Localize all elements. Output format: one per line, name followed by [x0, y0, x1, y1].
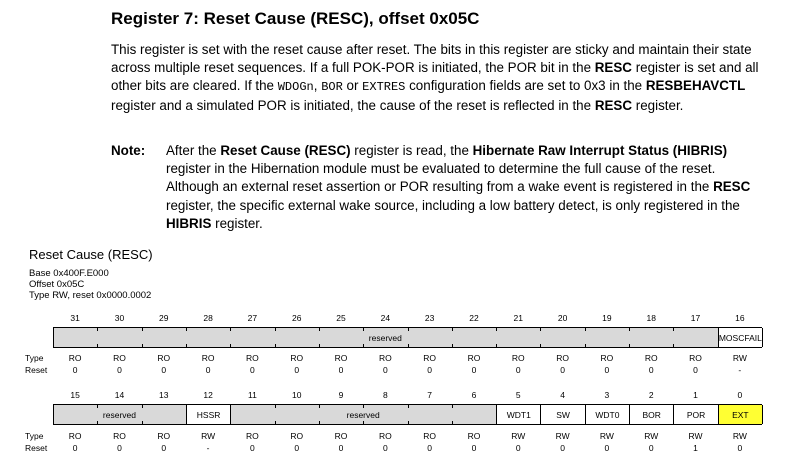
reset-value: 0 [515, 443, 521, 453]
register-field-bor: BOR [629, 405, 674, 424]
register-field-ext: EXT [718, 405, 763, 424]
type-value: RO [467, 431, 481, 441]
register-field-hssr: HSSR [186, 405, 231, 424]
type-value: RO [334, 431, 348, 441]
bit-number: 22 [469, 313, 479, 323]
bit-number: 17 [690, 313, 701, 323]
type-value: RW [732, 353, 747, 363]
register-type-reset: Type RW, reset 0x0000.0002 [29, 290, 152, 301]
reset-value: 0 [205, 365, 211, 375]
reset-value: 0 [72, 443, 78, 453]
type-value: RO [644, 353, 658, 363]
bit-number: 10 [291, 390, 302, 400]
type-value: RO [423, 431, 437, 441]
reset-value: 0 [382, 443, 388, 453]
type-value: RO [600, 353, 614, 363]
type-value: RO [68, 431, 82, 441]
register-base: Base 0x400F.E000 [29, 268, 109, 279]
bit-number: 19 [602, 313, 612, 323]
type-value: RO [290, 431, 304, 441]
register-row-upper [53, 327, 762, 348]
reset-value: 0 [471, 365, 477, 375]
type-value: RW [201, 431, 216, 441]
reset-value: 0 [604, 365, 610, 375]
reset-value: 0 [648, 365, 654, 375]
bit-number: 5 [515, 390, 521, 400]
note-text: After the Reset Cause (RESC) register is read, the Hibernate Raw Interrupt Status (HIBRIS) register in the Hibernation module must be evaluated to determine the full cause of the reset. Although an external reset assertion or POR resulting from a wake event is registered in the RESC register, the specific external wake source, including a low battery detect, is only registered in the HIBRIS register. [166, 143, 751, 231]
type-value: RO [246, 353, 259, 363]
register-field-reserved: reserved [346, 409, 380, 420]
register-row-lower [53, 404, 762, 425]
reset-value: 0 [117, 365, 122, 375]
type-value: RW [511, 431, 526, 441]
reset-value: 0 [338, 443, 344, 453]
type-value: RO [334, 353, 348, 363]
type-row-label: Type [25, 353, 44, 363]
bit-number: 21 [513, 313, 524, 323]
bit-number: 26 [291, 313, 302, 323]
type-value: RO [201, 353, 215, 363]
reset-value: 0 [72, 365, 78, 375]
reset-value: 0 [648, 443, 654, 453]
type-value: RO [511, 353, 525, 363]
reset-value: 0 [161, 365, 167, 375]
reset-value: 0 [294, 443, 300, 453]
type-value: RW [732, 431, 747, 441]
reset-value: 0 [427, 443, 433, 453]
bit-number: 30 [114, 313, 125, 323]
reset-value: 0 [382, 365, 388, 375]
bit-number: 2 [648, 390, 654, 400]
reset-value: 0 [427, 365, 433, 375]
bit-number: 28 [203, 313, 213, 323]
bit-number: 9 [338, 390, 344, 400]
reset-value: 0 [161, 443, 167, 453]
bit-number: 7 [427, 390, 433, 400]
type-value: RO [157, 353, 171, 363]
type-row-label: Type [25, 431, 44, 441]
bit-number: 16 [735, 313, 745, 323]
register-field-moscfail: MOSCFAIL [718, 328, 763, 347]
type-value: RO [246, 431, 259, 441]
register-field-por: POR [673, 405, 718, 424]
page-title: Register 7: Reset Cause (RESC), offset 0x05C [111, 9, 480, 28]
reset-value: 0 [471, 443, 477, 453]
bit-number: 4 [560, 390, 565, 400]
reset-value: 0 [250, 365, 255, 375]
bit-number: 8 [382, 390, 388, 400]
register-field-wdt1: WDT1 [496, 405, 541, 424]
reset-value: 0 [117, 443, 122, 453]
register-field-reserved: reserved [102, 409, 136, 420]
bit-number: 23 [424, 313, 435, 323]
bit-number: 31 [70, 313, 80, 323]
reset-value: - [738, 365, 742, 375]
reset-row-label: Reset [25, 443, 48, 453]
bit-number: 1 [693, 390, 698, 400]
type-value: RW [599, 431, 614, 441]
reset-value: 0 [560, 365, 565, 375]
bit-number: 25 [336, 313, 346, 323]
type-value: RO [467, 353, 481, 363]
reset-value: 0 [604, 443, 610, 453]
register-field-wdt0: WDT0 [585, 405, 630, 424]
type-value: RW [555, 431, 570, 441]
bit-number: 6 [471, 390, 477, 400]
bit-number: 24 [380, 313, 391, 323]
reset-value: 0 [693, 365, 698, 375]
bit-number: 3 [604, 390, 610, 400]
reset-value: 0 [338, 365, 344, 375]
bit-number: 0 [737, 390, 743, 400]
bit-number: 12 [203, 390, 213, 400]
register-field-reserved: reserved [368, 332, 402, 343]
type-value: RW [688, 431, 703, 441]
reset-value: 1 [693, 443, 698, 453]
type-value: RO [689, 353, 702, 363]
reset-row-label: Reset [25, 365, 48, 375]
reset-value: 0 [560, 443, 565, 453]
type-value: RO [68, 353, 82, 363]
reset-value: 0 [250, 443, 255, 453]
register-description: This register is set with the reset cause after reset. The bits in this register are sticky and maintain their state across multiple reset sequences. If a full POK-POR is initiated, the POR bit in the RESC register is set and all other bits are cleared. If the WDOGn, BOR or EXTRES configuration fields are set to 0x3 in the RESBEHAVCTL register and a simulated POR is initiated, the cause of the reset is reflected in the RESC register. [111, 42, 759, 113]
type-value: RO [113, 353, 126, 363]
bit-number: 27 [247, 313, 258, 323]
register-offset: Offset 0x05C [29, 279, 85, 290]
reset-value: 0 [294, 365, 300, 375]
type-value: RO [378, 353, 392, 363]
type-value: RW [644, 431, 659, 441]
note-label: Note: [111, 143, 146, 158]
type-value: RO [113, 431, 126, 441]
bit-number: 13 [159, 390, 169, 400]
bit-number: 18 [646, 313, 656, 323]
type-value: RO [556, 353, 569, 363]
bit-number: 14 [114, 390, 125, 400]
type-value: RO [157, 431, 171, 441]
register-field-sw: SW [540, 405, 585, 424]
type-value: RO [290, 353, 304, 363]
type-value: RO [423, 353, 437, 363]
bit-number: 20 [557, 313, 568, 323]
bit-number: 11 [247, 390, 257, 400]
bit-number: 15 [70, 390, 80, 400]
reset-value: - [206, 443, 210, 453]
reset-value: 0 [737, 443, 743, 453]
register-diagram-title: Reset Cause (RESC) [29, 247, 153, 262]
reset-value: 0 [515, 365, 521, 375]
bit-number: 29 [159, 313, 169, 323]
type-value: RO [378, 431, 392, 441]
